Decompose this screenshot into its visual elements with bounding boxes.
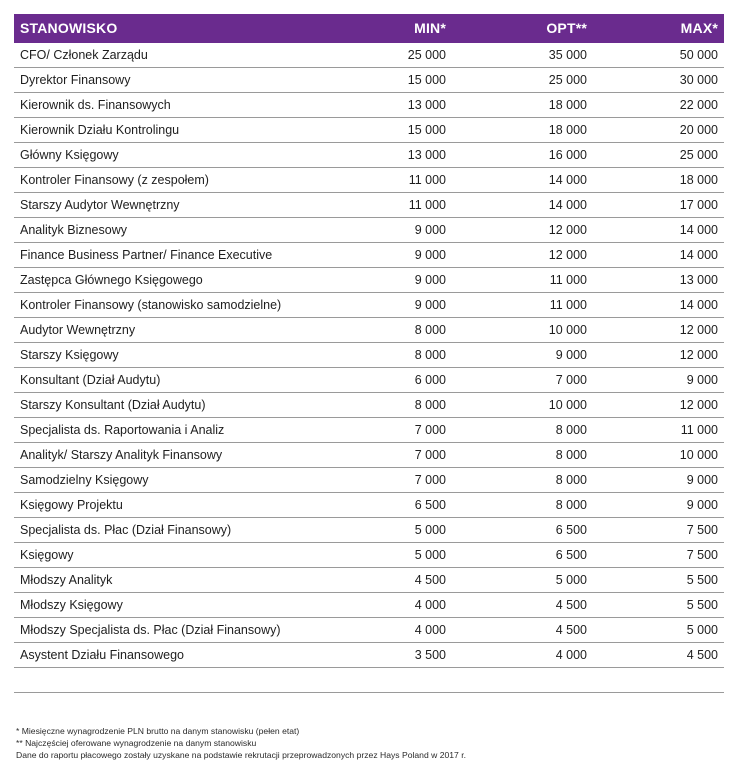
table-row — [14, 193, 724, 218]
cell-position: Starszy Audytor Wewnętrzny — [14, 193, 334, 218]
cell-position: Analityk Biznesowy — [14, 218, 334, 243]
cell-position: CFO/ Członek Zarządu — [14, 43, 334, 68]
cell-min: 13 000 — [334, 143, 452, 168]
cell-opt: 8 000 — [452, 468, 593, 493]
table-row — [14, 393, 724, 418]
cell-min: 5 000 — [334, 518, 452, 543]
cell-max: 17 000 — [593, 193, 724, 218]
cell-max: 5 500 — [593, 593, 724, 618]
table-row-empty — [14, 668, 724, 693]
cell-opt: 8 000 — [452, 493, 593, 518]
table-row — [14, 518, 724, 543]
cell-empty — [334, 668, 452, 693]
cell-max: 22 000 — [593, 93, 724, 118]
cell-empty — [593, 668, 724, 693]
cell-max: 50 000 — [593, 43, 724, 68]
cell-max: 7 500 — [593, 543, 724, 568]
cell-max: 14 000 — [593, 243, 724, 268]
table-row — [14, 68, 724, 93]
cell-position: Kierownik ds. Finansowych — [14, 93, 334, 118]
cell-min: 4 000 — [334, 618, 452, 643]
header-row — [14, 14, 724, 43]
table-row — [14, 343, 724, 368]
cell-opt: 12 000 — [452, 243, 593, 268]
cell-position: Dyrektor Finansowy — [14, 68, 334, 93]
cell-position: Kontroler Finansowy (stanowisko samodzielne) — [14, 293, 334, 318]
cell-opt: 4 000 — [452, 643, 593, 668]
cell-max: 18 000 — [593, 168, 724, 193]
cell-min: 6 500 — [334, 493, 452, 518]
table-row — [14, 568, 724, 593]
cell-min: 8 000 — [334, 318, 452, 343]
header-min: MIN* — [334, 14, 452, 43]
cell-position: Zastępca Głównego Księgowego — [14, 268, 334, 293]
cell-min: 4 500 — [334, 568, 452, 593]
cell-position: Kontroler Finansowy (z zespołem) — [14, 168, 334, 193]
cell-min: 6 000 — [334, 368, 452, 393]
table-row — [14, 593, 724, 618]
table-row — [14, 43, 724, 68]
cell-position: Starszy Księgowy — [14, 343, 334, 368]
cell-opt: 7 000 — [452, 368, 593, 393]
cell-position: Konsultant (Dział Audytu) — [14, 368, 334, 393]
cell-min: 9 000 — [334, 243, 452, 268]
cell-opt: 4 500 — [452, 593, 593, 618]
table-header — [14, 14, 724, 43]
footnotes — [16, 725, 716, 761]
table-row — [14, 318, 724, 343]
table-row — [14, 443, 724, 468]
cell-opt: 14 000 — [452, 193, 593, 218]
cell-max: 5 500 — [593, 568, 724, 593]
cell-max: 7 500 — [593, 518, 724, 543]
cell-empty — [14, 668, 334, 693]
cell-max: 4 500 — [593, 643, 724, 668]
cell-min: 25 000 — [334, 43, 452, 68]
cell-max: 13 000 — [593, 268, 724, 293]
header-position: STANOWISKO — [14, 14, 334, 43]
cell-position: Młodszy Specjalista ds. Płac (Dział Finansowy) — [14, 618, 334, 643]
cell-opt: 12 000 — [452, 218, 593, 243]
cell-opt: 35 000 — [452, 43, 593, 68]
cell-max: 14 000 — [593, 293, 724, 318]
cell-position: Główny Księgowy — [14, 143, 334, 168]
footnote-min-max: * Miesięczne wynagrodzenie PLN brutto na danym stanowisku (pełen etat) — [16, 726, 300, 736]
cell-max: 14 000 — [593, 218, 724, 243]
table-row — [14, 218, 724, 243]
cell-min: 3 500 — [334, 643, 452, 668]
table-row — [14, 643, 724, 668]
table-row — [14, 543, 724, 568]
cell-max: 12 000 — [593, 318, 724, 343]
cell-opt: 4 500 — [452, 618, 593, 643]
cell-position: Młodszy Księgowy — [14, 593, 334, 618]
cell-max: 9 000 — [593, 493, 724, 518]
cell-min: 9 000 — [334, 218, 452, 243]
cell-max: 11 000 — [593, 418, 724, 443]
table-row — [14, 493, 724, 518]
table-row — [14, 293, 724, 318]
cell-min: 7 000 — [334, 468, 452, 493]
cell-min: 11 000 — [334, 193, 452, 218]
cell-min: 15 000 — [334, 118, 452, 143]
cell-opt: 25 000 — [452, 68, 593, 93]
cell-position: Finance Business Partner/ Finance Executive — [14, 243, 334, 268]
cell-min: 8 000 — [334, 393, 452, 418]
cell-min: 4 000 — [334, 593, 452, 618]
cell-position: Starszy Konsultant (Dział Audytu) — [14, 393, 334, 418]
footnote-opt: ** Najczęściej oferowane wynagrodzenie na danym stanowisku — [16, 738, 257, 748]
table-row — [14, 93, 724, 118]
cell-opt: 6 500 — [452, 518, 593, 543]
cell-position: Kierownik Działu Kontrolingu — [14, 118, 334, 143]
cell-position: Analityk/ Starszy Analityk Finansowy — [14, 443, 334, 468]
footnote-source: Dane do raportu płacowego zostały uzyskane na podstawie rekrutacji przeprowadzonych przez Hays Poland w 2017 r. — [16, 750, 466, 760]
cell-position: Specjalista ds. Raportowania i Analiz — [14, 418, 334, 443]
cell-position: Audytor Wewnętrzny — [14, 318, 334, 343]
cell-min: 8 000 — [334, 343, 452, 368]
cell-min: 11 000 — [334, 168, 452, 193]
table-row — [14, 268, 724, 293]
cell-min: 7 000 — [334, 443, 452, 468]
cell-min: 13 000 — [334, 93, 452, 118]
cell-max: 25 000 — [593, 143, 724, 168]
cell-opt: 18 000 — [452, 93, 593, 118]
cell-opt: 8 000 — [452, 418, 593, 443]
table-row — [14, 418, 724, 443]
cell-position: Specjalista ds. Płac (Dział Finansowy) — [14, 518, 334, 543]
header-opt: OPT** — [452, 14, 593, 43]
cell-min: 9 000 — [334, 268, 452, 293]
cell-min: 9 000 — [334, 293, 452, 318]
cell-position: Asystent Działu Finansowego — [14, 643, 334, 668]
salary-table — [14, 14, 724, 693]
cell-opt: 6 500 — [452, 543, 593, 568]
cell-max: 5 000 — [593, 618, 724, 643]
cell-min: 15 000 — [334, 68, 452, 93]
table-row — [14, 143, 724, 168]
table-row — [14, 468, 724, 493]
cell-max: 30 000 — [593, 68, 724, 93]
cell-opt: 9 000 — [452, 343, 593, 368]
table-row — [14, 243, 724, 268]
cell-opt: 16 000 — [452, 143, 593, 168]
table-body — [14, 43, 724, 693]
cell-max: 9 000 — [593, 468, 724, 493]
cell-max: 12 000 — [593, 343, 724, 368]
cell-position: Księgowy Projektu — [14, 493, 334, 518]
table-row — [14, 168, 724, 193]
cell-opt: 5 000 — [452, 568, 593, 593]
cell-max: 9 000 — [593, 368, 724, 393]
cell-position: Młodszy Analityk — [14, 568, 334, 593]
cell-empty — [452, 668, 593, 693]
cell-min: 7 000 — [334, 418, 452, 443]
cell-max: 20 000 — [593, 118, 724, 143]
table-row — [14, 118, 724, 143]
cell-min: 5 000 — [334, 543, 452, 568]
table-row — [14, 368, 724, 393]
table-row — [14, 618, 724, 643]
cell-opt: 8 000 — [452, 443, 593, 468]
cell-position: Księgowy — [14, 543, 334, 568]
cell-opt: 18 000 — [452, 118, 593, 143]
cell-max: 10 000 — [593, 443, 724, 468]
cell-max: 12 000 — [593, 393, 724, 418]
cell-position: Samodzielny Księgowy — [14, 468, 334, 493]
cell-opt: 14 000 — [452, 168, 593, 193]
cell-opt: 11 000 — [452, 293, 593, 318]
cell-opt: 10 000 — [452, 393, 593, 418]
header-max: MAX* — [593, 14, 724, 43]
cell-opt: 11 000 — [452, 268, 593, 293]
cell-opt: 10 000 — [452, 318, 593, 343]
